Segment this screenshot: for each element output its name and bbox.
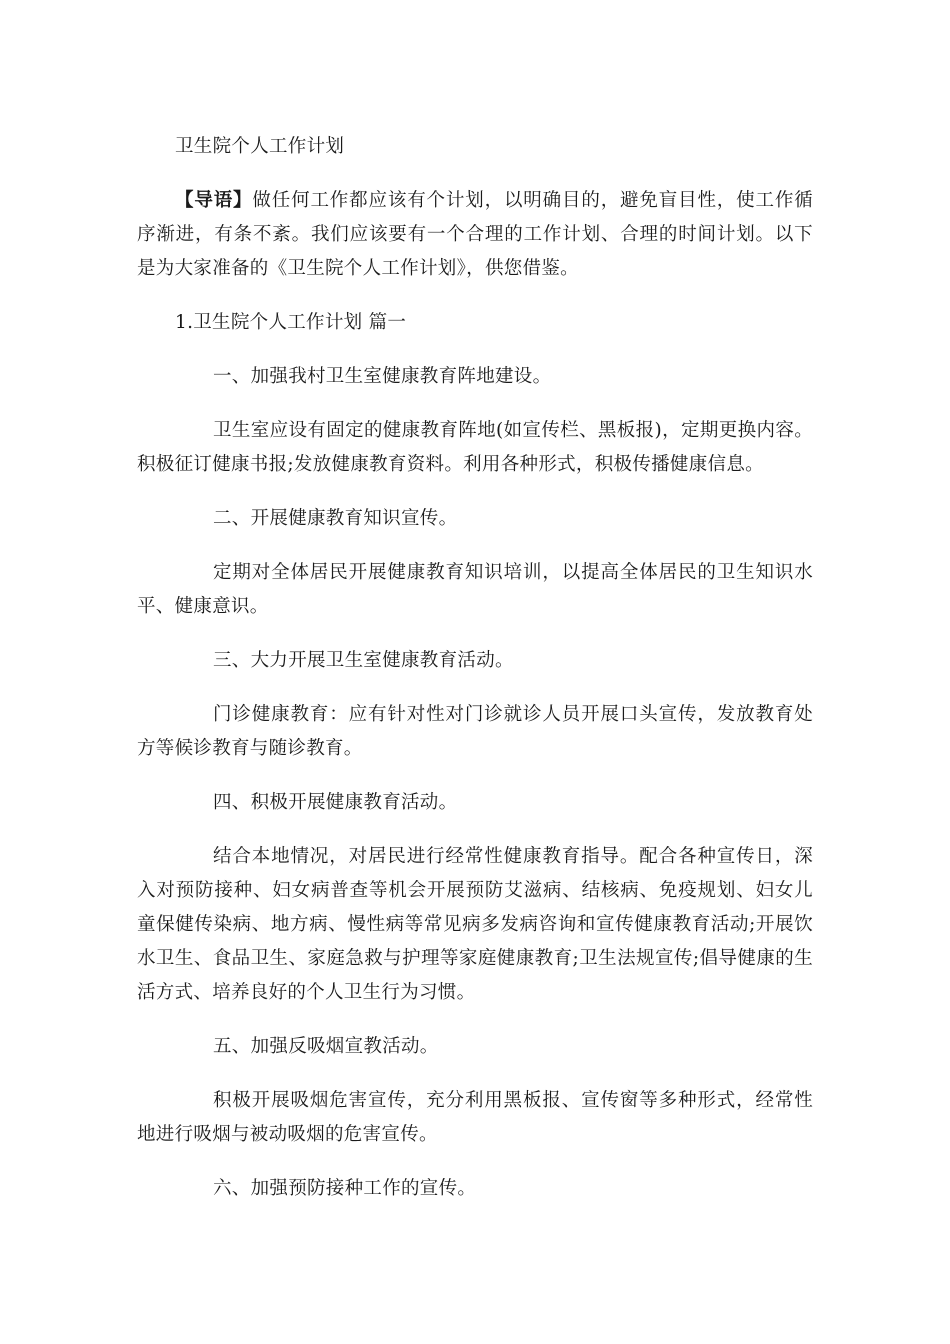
item-body-3: 门诊健康教育：应有针对性对门诊就诊人员开展口头宣传，发放教育处方等候诊教育与随诊教育。	[137, 704, 813, 759]
item-heading-3: 三、大力开展卫生室健康教育活动。	[213, 650, 514, 671]
intro-text: 做任何工作都应该有个计划，以明确目的，避免盲目性，使工作循序渐进，有条不紊。我们应该要有一个合理的工作计划、合理的时间计划。以下是为大家准备的《卫生院个人工作计划》，供您借鉴。	[137, 190, 814, 279]
item-body-4: 结合本地情况，对居民进行经常性健康教育指导。配合各种宣传日，深入对预防接种、妇女病普查等机会开展预防艾滋病、结核病、免疫规划、妇女儿童保健传染病、地方病、慢性病等常见病多发病咨询和宣传健康教育活动;开展饮水卫生、食品卫生、家庭急救与护理等家庭健康教育;卫生法规宣传;倡导健康的生活方式、培养良好的个人卫生行为习惯。	[137, 846, 813, 1003]
item-heading-6: 六、加强预防接种工作的宣传。	[213, 1178, 477, 1199]
section-title: 1.卫生院个人工作计划 篇一	[175, 312, 407, 333]
intro-lead: 【导语】	[175, 190, 253, 211]
item-heading-4: 四、积极开展健康教育活动。	[213, 792, 458, 813]
item-heading-2: 二、开展健康教育知识宣传。	[213, 508, 458, 529]
item-heading-5: 五、加强反吸烟宣教活动。	[213, 1036, 439, 1057]
item-body-5: 积极开展吸烟危害宣传，充分利用黑板报、宣传窗等多种形式，经常性地进行吸烟与被动吸烟的危害宣传。	[137, 1090, 813, 1145]
document-body	[137, 130, 813, 1226]
document-title: 卫生院个人工作计划	[175, 136, 345, 157]
item-body-1: 卫生室应设有固定的健康教育阵地(如宣传栏、黑板报)，定期更换内容。积极征订健康书报;发放健康教育资料。利用各种形式，积极传播健康信息。	[137, 420, 813, 475]
intro-paragraph	[137, 184, 813, 286]
item-body-2: 定期对全体居民开展健康教育知识培训，以提高全体居民的卫生知识水平、健康意识。	[137, 562, 813, 617]
item-heading-1: 一、加强我村卫生室健康教育阵地建设。	[213, 366, 552, 387]
